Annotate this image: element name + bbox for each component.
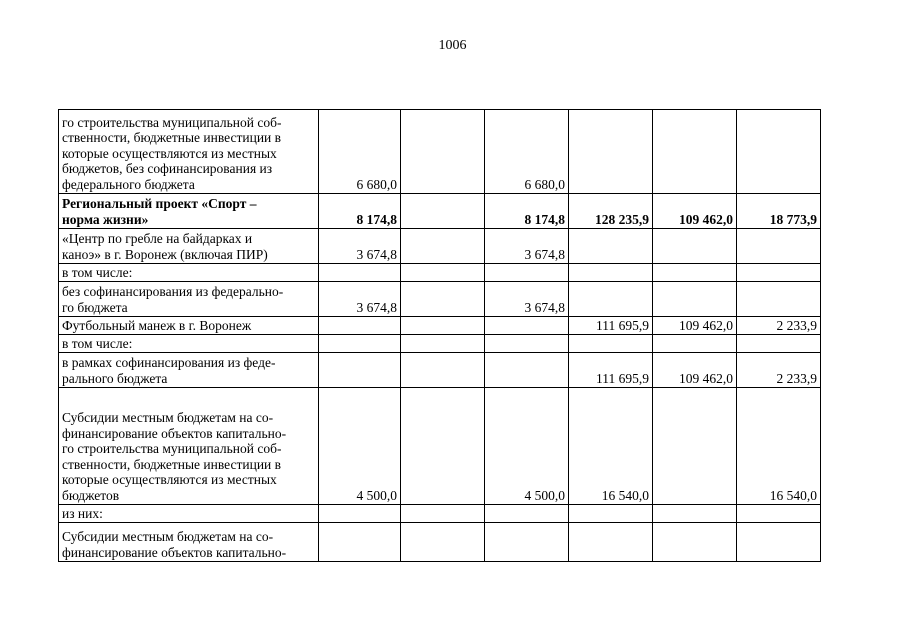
amount-cell (319, 264, 401, 282)
amount-cell: 6 680,0 (485, 110, 569, 194)
row-description-line: Региональный проект «Спорт – (62, 196, 257, 211)
amount-cell (569, 335, 653, 353)
amount-cell: 16 540,0 (569, 388, 653, 505)
row-description-line: федерального бюджета (62, 176, 195, 192)
row-description (59, 282, 319, 317)
row-description (59, 523, 319, 562)
row-description (59, 264, 319, 282)
row-description-line: в том числе: (62, 264, 133, 280)
row-description-line: го строительства муниципальной соб- (62, 441, 282, 456)
row-description (59, 110, 319, 194)
amount-cell (737, 282, 821, 317)
amount-cell: 2 233,9 (737, 353, 821, 388)
amount-cell (401, 388, 485, 505)
amount-cell (485, 353, 569, 388)
row-description (59, 317, 319, 335)
amount-cell (401, 523, 485, 562)
amount-cell: 3 674,8 (319, 229, 401, 264)
amount-cell: 3 674,8 (485, 282, 569, 317)
table-row (59, 353, 821, 388)
amount-cell: 8 174,8 (319, 194, 401, 229)
amount-cell: 109 462,0 (653, 353, 737, 388)
amount-cell (319, 317, 401, 335)
table-row (59, 194, 821, 229)
row-description-line: норма жизни» (62, 211, 149, 227)
row-description-line: бюджетов, без софинансирования из (62, 161, 273, 176)
budget-table (58, 109, 821, 562)
amount-cell (569, 505, 653, 523)
row-description (59, 353, 319, 388)
amount-cell: 16 540,0 (737, 388, 821, 505)
amount-cell (737, 505, 821, 523)
table-row (59, 282, 821, 317)
amount-cell (319, 505, 401, 523)
amount-cell (653, 264, 737, 282)
amount-cell (401, 505, 485, 523)
row-description (59, 335, 319, 353)
row-description-line: бюджетов (62, 487, 120, 503)
amount-cell (653, 523, 737, 562)
amount-cell (401, 194, 485, 229)
table-row (59, 110, 821, 194)
amount-cell: 111 695,9 (569, 353, 653, 388)
row-description (59, 229, 319, 264)
amount-cell (569, 523, 653, 562)
row-description-line: из них: (62, 505, 103, 521)
amount-cell (401, 282, 485, 317)
amount-cell (485, 317, 569, 335)
amount-cell (737, 335, 821, 353)
amount-cell: 111 695,9 (569, 317, 653, 335)
row-description-line: в рамках софинансирования из феде- (62, 355, 276, 370)
row-description-line: рального бюджета (62, 370, 168, 386)
amount-cell (319, 353, 401, 388)
row-description-line: финансирование объектов капитально- (62, 544, 287, 560)
row-description (59, 388, 319, 505)
row-description-line: каноэ» в г. Воронеж (включая ПИР) (62, 246, 268, 262)
amount-cell: 4 500,0 (485, 388, 569, 505)
page-number: 1006 (438, 38, 467, 53)
amount-cell (569, 110, 653, 194)
amount-cell (653, 110, 737, 194)
amount-cell (401, 229, 485, 264)
row-description-line: «Центр по гребле на байдарках и (62, 231, 253, 246)
amount-cell (485, 335, 569, 353)
amount-cell (569, 282, 653, 317)
table-row (59, 505, 821, 523)
row-description-line: ственности, бюджетные инвестиции в (62, 130, 282, 145)
amount-cell: 128 235,9 (569, 194, 653, 229)
amount-cell (569, 229, 653, 264)
amount-cell (401, 335, 485, 353)
table-row (59, 335, 821, 353)
amount-cell (485, 264, 569, 282)
table-body (59, 110, 821, 562)
table-row (59, 523, 821, 562)
amount-cell: 6 680,0 (319, 110, 401, 194)
row-description-line: Субсидии местным бюджетам на со- (62, 410, 274, 425)
amount-cell (401, 353, 485, 388)
row-description-line: ственности, бюджетные инвестиции в (62, 456, 282, 472)
amount-cell (737, 110, 821, 194)
amount-cell: 8 174,8 (485, 194, 569, 229)
amount-cell: 3 674,8 (319, 282, 401, 317)
row-description (59, 194, 319, 229)
table-row (59, 388, 821, 505)
row-description-line: го строительства муниципальной соб- (62, 114, 282, 130)
amount-cell (653, 335, 737, 353)
row-description-line: го бюджета (62, 299, 128, 315)
row-description-line: финансирование объектов капитально- (62, 425, 287, 441)
amount-cell (737, 523, 821, 562)
row-description-line: Субсидии местным бюджетам на со- (62, 529, 274, 544)
amount-cell (737, 229, 821, 264)
amount-cell (485, 523, 569, 562)
amount-cell: 109 462,0 (653, 317, 737, 335)
row-description (59, 505, 319, 523)
table-row (59, 229, 821, 264)
table-row (59, 264, 821, 282)
amount-cell (319, 335, 401, 353)
amount-cell: 109 462,0 (653, 194, 737, 229)
amount-cell (569, 264, 653, 282)
amount-cell: 18 773,9 (737, 194, 821, 229)
amount-cell (737, 264, 821, 282)
row-description-line: Футбольный манеж в г. Воронеж (62, 317, 252, 333)
amount-cell (319, 523, 401, 562)
amount-cell (653, 388, 737, 505)
amount-cell: 4 500,0 (319, 388, 401, 505)
amount-cell (401, 264, 485, 282)
row-description-line: которые осуществляются из местных (62, 145, 277, 161)
amount-cell: 2 233,9 (737, 317, 821, 335)
row-description-line: без софинансирования из федерально- (62, 284, 284, 299)
amount-cell: 3 674,8 (485, 229, 569, 264)
amount-cell (401, 317, 485, 335)
table-row (59, 317, 821, 335)
amount-cell (485, 505, 569, 523)
amount-cell (401, 110, 485, 194)
row-description-line: которые осуществляются из местных (62, 472, 277, 487)
amount-cell (653, 505, 737, 523)
amount-cell (653, 282, 737, 317)
amount-cell (653, 229, 737, 264)
row-description-line: в том числе: (62, 335, 133, 351)
